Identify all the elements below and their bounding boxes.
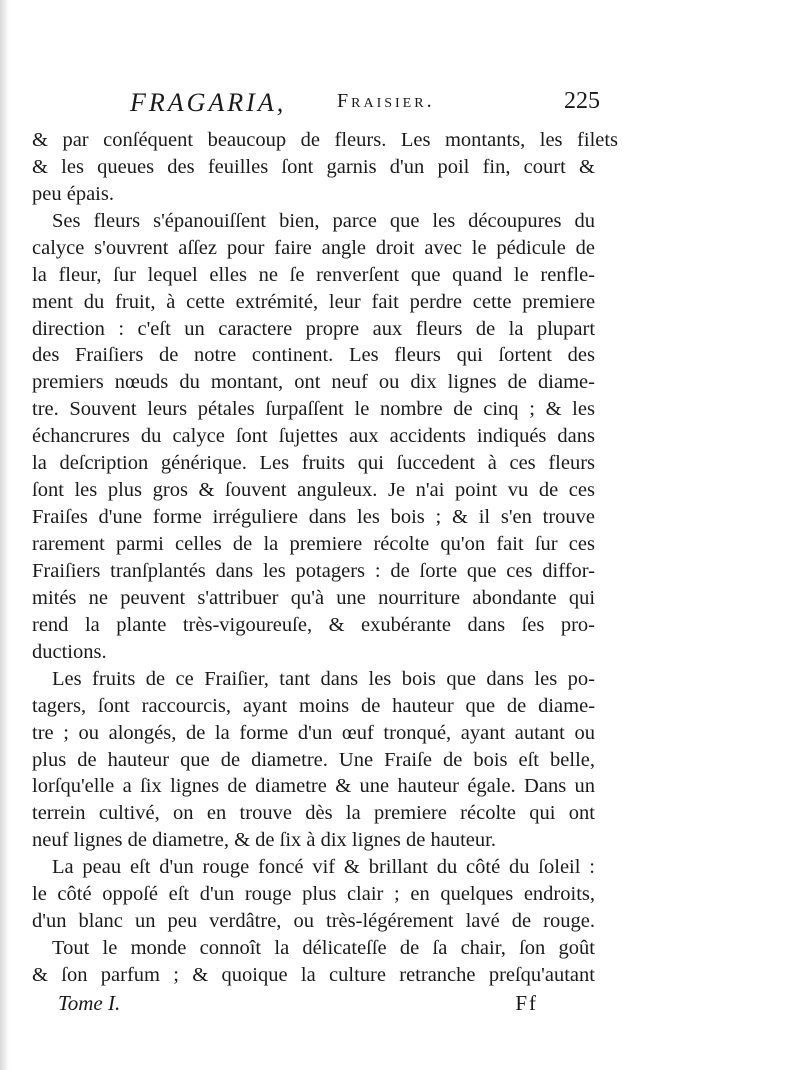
text-line: direction : c'eſt un caractere propre aux fleurs de la plupart — [32, 318, 596, 340]
text-line: & par conſéquent beaucoup de fleurs. Les montants, les filets — [32, 129, 619, 151]
text-line: terrein cultivé, on en trouve dès la premiere récolte qui ont — [32, 802, 595, 824]
text-line: rarement parmi celles de la premiere récolte qu'on fait ſur ces — [32, 533, 595, 555]
text-line: d'un blanc un peu verdâtre, ou très-légérement lavé de rouge. — [32, 910, 595, 932]
text-line: Tout le monde connoît la délicateſſe de ſa chair, ſon goût — [52, 937, 595, 959]
text-line: ment du fruit, à cette extrémité, leur fait perdre cette premiere — [32, 291, 596, 313]
text-line: Fraiſes d'une forme irréguliere dans les bois ; & il s'en trouve — [32, 506, 596, 528]
text-line: mités ne peuvent s'attribuer qu'à une nourriture abondante qui — [32, 587, 596, 609]
text-line: lorſqu'elle a ſix lignes de diametre & une hauteur égale. Dans un — [32, 775, 596, 797]
page-footer — [58, 991, 538, 1021]
volume-label: Tome I. — [58, 991, 121, 1015]
text-line: neuf lignes de diametre, & de ſix à dix lignes de hauteur. — [32, 829, 496, 851]
text-line: calyce s'ouvrent aſſez pour faire angle droit avec le pédicule de — [32, 237, 596, 259]
running-subtitle: Fraisier. — [337, 90, 435, 112]
text-line: échancrures du calyce ſont ſujettes aux accidents indiqués dans — [32, 425, 596, 447]
text-line: ſont les plus gros & ſouvent anguleux. Je n'ai point vu de ces — [32, 479, 595, 501]
text-line: la fleur, ſur lequel elles ne ſe renverſent que quand le renfle- — [32, 264, 595, 286]
text-line: & ſon parfum ; & quoique la culture retranche preſqu'autant — [32, 964, 595, 986]
text-line: tre ; ou alongés, de la forme d'un œuf tronqué, ayant autant ou — [32, 722, 595, 744]
text-line: ductions. — [32, 641, 107, 663]
signature-mark: Ff — [515, 991, 538, 1015]
text-line: tre. Souvent leurs pétales ſurpaſſent le nombre de cinq ; & les — [32, 398, 595, 420]
text-line: le côté oppoſé eſt d'un rouge plus clair ; en quelques endroits, — [32, 883, 596, 905]
text-line: peu épais. — [32, 183, 114, 205]
text-line: La peau eſt d'un rouge foncé vif & brillant du côté du ſoleil : — [52, 856, 595, 878]
text-line: la deſcription générique. Les fruits qui ſuccedent à ces fleurs — [32, 452, 595, 474]
text-line: rend la plante très-vigoureuſe, & exubérante dans ſes pro- — [32, 614, 596, 636]
text-line: Ses fleurs s'épanouiſſent bien, parce que les découpures du — [52, 210, 595, 232]
text-line: premiers nœuds du montant, ont neuf ou dix lignes de diame- — [32, 371, 595, 393]
text-line: plus de hauteur que de diametre. Une Fraiſe de bois eſt belle, — [32, 749, 595, 771]
text-line: & les queues des feuilles ſont garnis d'un poil fin, court & — [32, 156, 595, 178]
text-line: Les fruits de ce Fraiſier, tant dans les bois que dans les po- — [52, 668, 595, 690]
running-title: FRAGARIA, — [130, 88, 287, 117]
text-line: des Fraiſiers de notre continent. Les fleurs qui ſortent des — [32, 344, 595, 366]
page-number: 225 — [564, 88, 600, 114]
text-line: Fraiſiers tranſplantés dans les potagers : de ſorte que ces diffor- — [32, 560, 596, 582]
text-line: tagers, ſont raccourcis, ayant moins de hauteur que de diame- — [32, 695, 596, 717]
